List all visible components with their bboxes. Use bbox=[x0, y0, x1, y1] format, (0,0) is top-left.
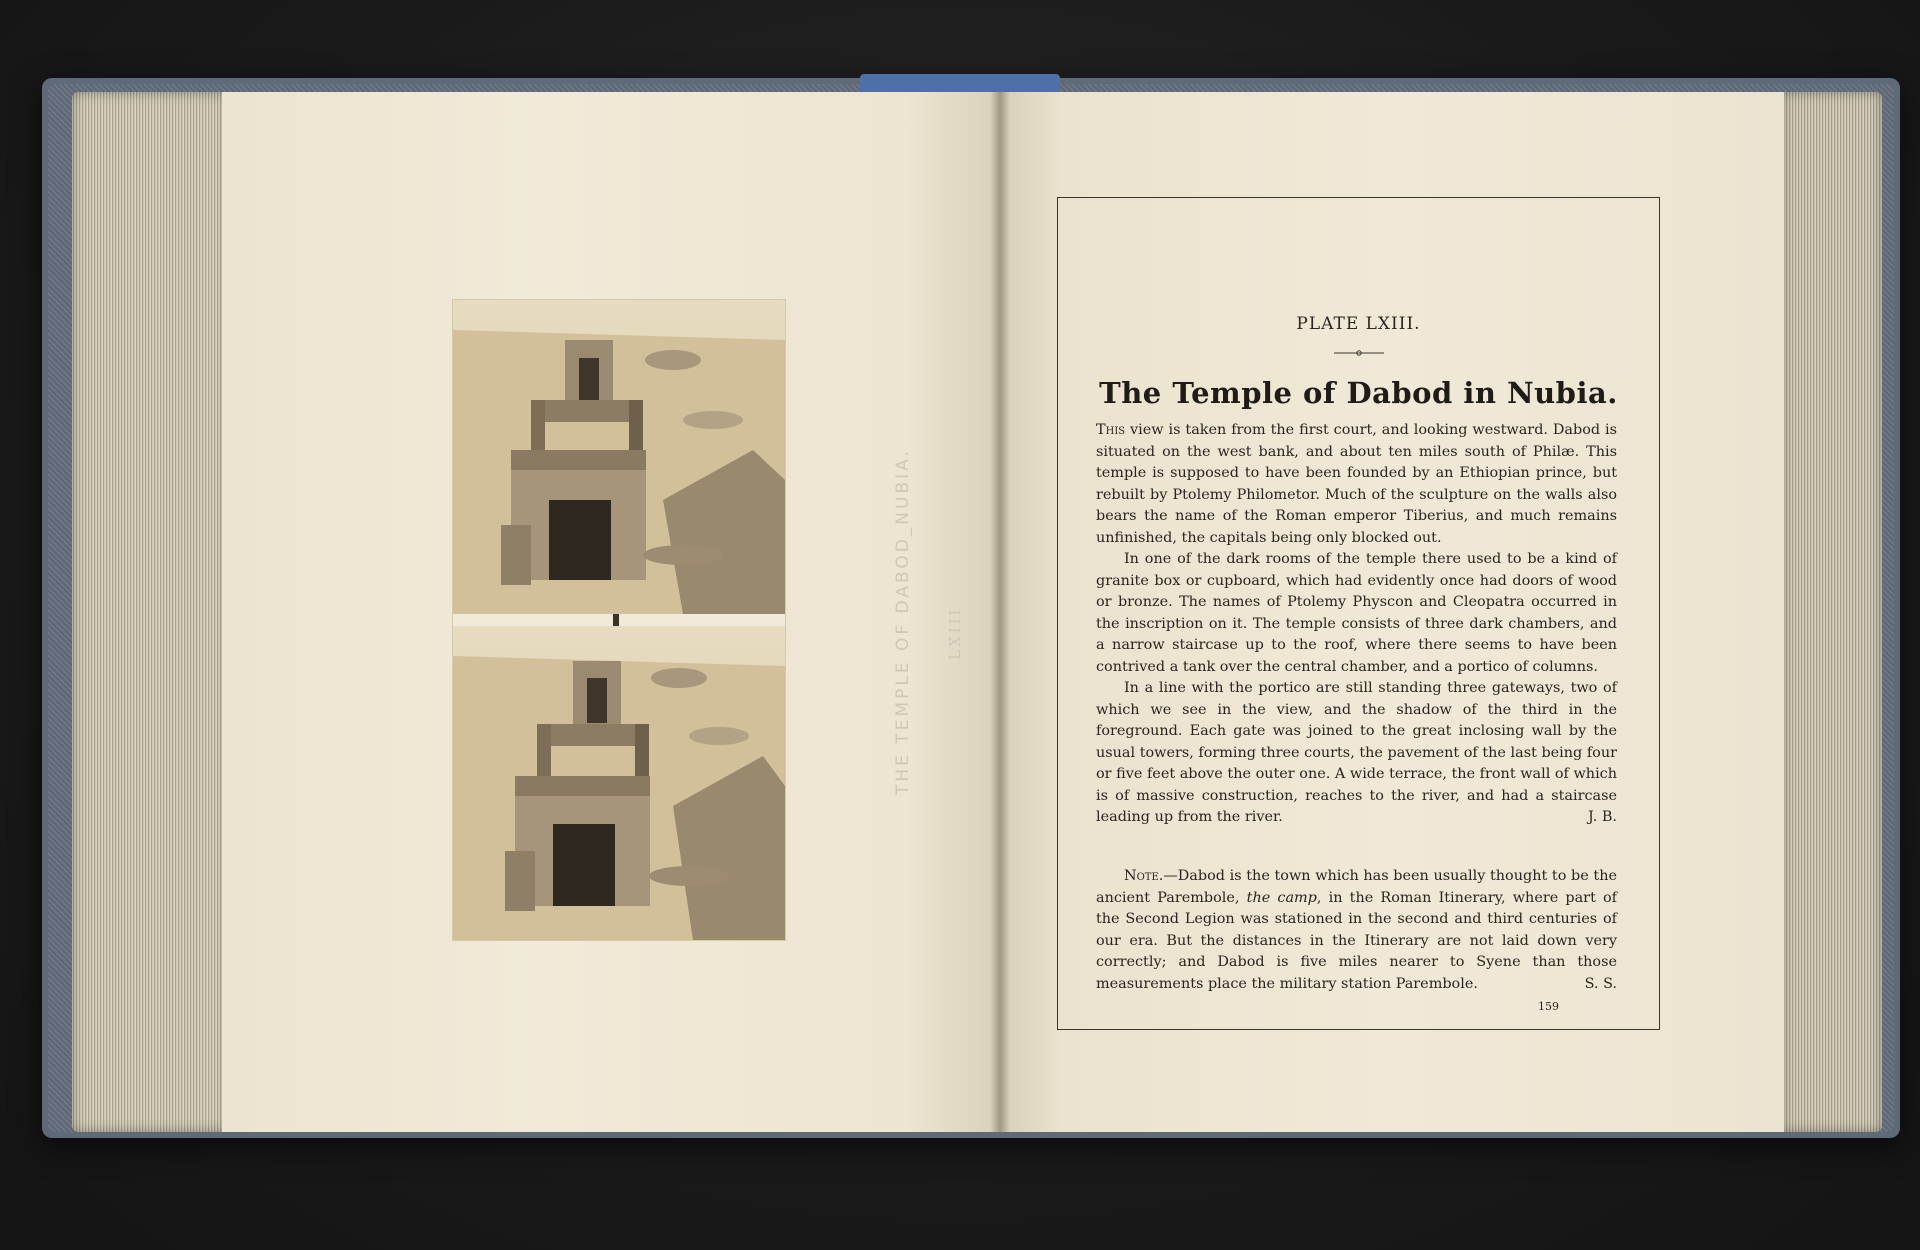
page-edges-right bbox=[1782, 92, 1882, 1132]
stereo-photograph bbox=[453, 300, 785, 940]
paragraph-2: In one of the dark rooms of the temple there used to be a kind of granite box or cupboard, which had evidently once had doors of wood or bronze. The names of Ptolemy Physcon and Cleopatra occurred in the inscription on it. The temple consists of three dark chambers, and a narrow staircase up to the roof, where there seems to have been contrived a tank over the central chamber, and a portico of columns. bbox=[1096, 551, 1617, 675]
paragraph-3: In a line with the portico are still standing three gateways, two of which we see in the view, and the shadow of the third in the foreground. Each gate was joined to the great inclosing wall by the usual towers, forming three courts, the pavement of the last being four or five feet above the outer one. A wide terrace, the front wall of which is of massive construction, reaches to the river, and had a staircase leading up from the river. J. B. bbox=[1096, 678, 1617, 829]
page-edges-left bbox=[72, 92, 228, 1132]
signature-jb: J. B. bbox=[1588, 809, 1617, 825]
text-frame bbox=[1057, 197, 1660, 1030]
spine-caption-title: THE TEMPLE OF DABOD_NUBIA. bbox=[893, 448, 913, 795]
plate-title: The Temple of Dabod in Nubia. bbox=[1099, 376, 1618, 410]
book-gutter bbox=[990, 92, 1010, 1132]
main-text bbox=[1096, 420, 1617, 829]
stereo-frame-left bbox=[453, 300, 785, 614]
stereo-frame-right bbox=[453, 626, 785, 940]
paragraph-1: This view is taken from the first court, and looking westward. Dabod is situated on the west bank, and about ten miles south of Philæ. This temple is supposed to have been founded by an Ethiopian prince, but rebuilt by Ptolemy Philometor. Much of the sculpture on the walls also bears the name of the Roman emperor Tiberius, and much remains unfinished, the capitals being only blocked out. bbox=[1096, 422, 1617, 546]
note-paragraph: Note.—Dabod is the town which has been usually thought to be the ancient Parembole, the camp, in the Roman Itinerary, where part of the Second Legion was stationed in the second and third centuries of our era. But the distances in the Itinerary are not laid down very correctly; and Dabod is five miles nearer to Syene than those measurements place the military station Parembole. S. S. bbox=[1096, 866, 1617, 995]
ornament-divider bbox=[1334, 350, 1384, 356]
signature-ss: S. S. bbox=[1584, 975, 1617, 992]
plate-label: PLATE LXIII. bbox=[1296, 314, 1421, 334]
spine-caption-plate: LXIII bbox=[946, 606, 964, 660]
stereo-divider bbox=[453, 614, 785, 626]
note-text bbox=[1096, 866, 1617, 995]
page-number: 159 bbox=[1538, 1000, 1559, 1013]
